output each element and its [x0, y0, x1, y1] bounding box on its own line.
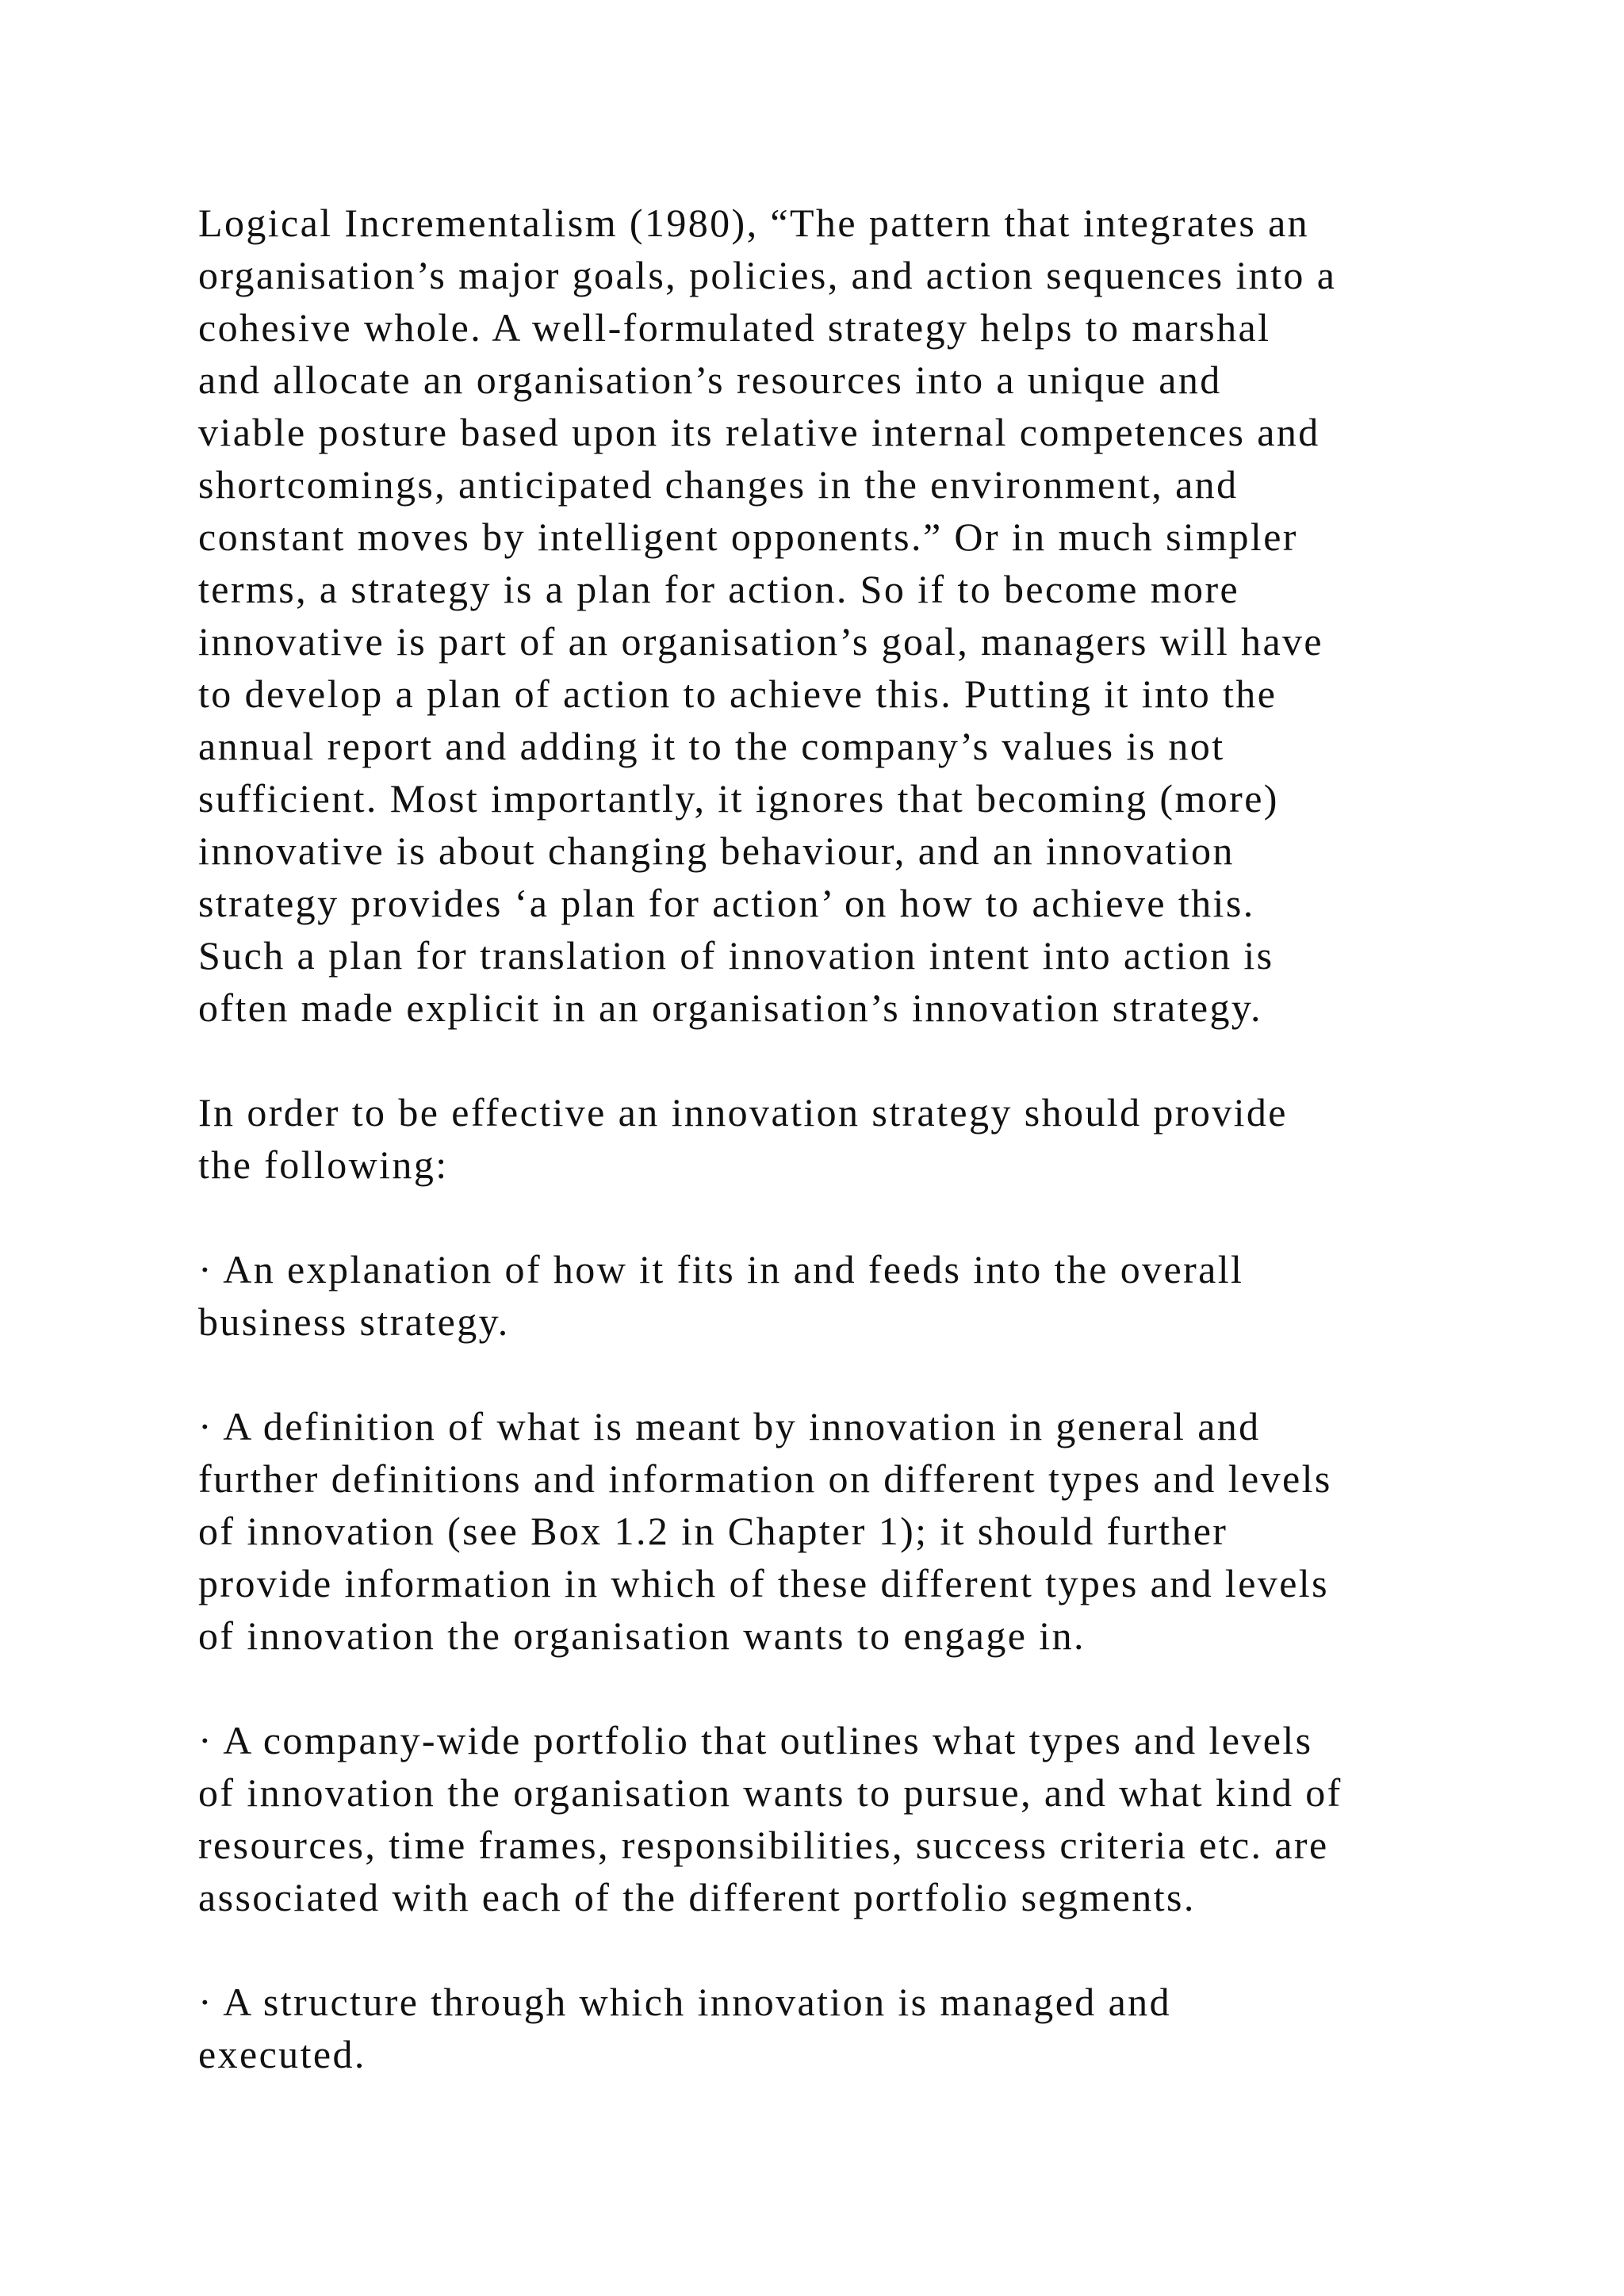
text-line: executed.	[198, 2032, 366, 2076]
list-item-definition	[198, 1400, 1530, 1662]
text-line: of innovation the organisation wants to pursue, and what kind of	[198, 1770, 1342, 1815]
text-line: annual report and adding it to the company’s values is not	[198, 724, 1225, 768]
list-item-portfolio	[198, 1714, 1530, 1923]
text-line: provide information in which of these different types and levels	[198, 1561, 1329, 1605]
text-line: In order to be effective an innovation strategy should provide	[198, 1090, 1288, 1135]
text-line: viable posture based upon its relative internal competences and	[198, 410, 1320, 454]
paragraph-intro-list	[198, 1086, 1530, 1191]
text-line: Such a plan for translation of innovation intent into action is	[198, 933, 1274, 978]
list-item-business-strategy	[198, 1243, 1530, 1348]
text-line: innovative is part of an organisation’s goal, managers will have	[198, 619, 1324, 664]
text-line: · A company-wide portfolio that outlines what types and levels	[198, 1718, 1313, 1762]
text-line: associated with each of the different portfolio segments.	[198, 1875, 1196, 1919]
text-line: constant moves by intelligent opponents.” Or in much simpler	[198, 515, 1298, 559]
text-line: and allocate an organisation’s resources into a unique and	[198, 358, 1222, 402]
text-line: innovative is about changing behaviour, and an innovation	[198, 828, 1235, 873]
text-line: business strategy.	[198, 1299, 510, 1344]
text-line: · A definition of what is meant by innovation in general and	[198, 1404, 1261, 1448]
text-line: of innovation the organisation wants to engage in.	[198, 1613, 1086, 1658]
text-line: further definitions and information on different types and levels	[198, 1456, 1332, 1501]
text-line: of innovation (see Box 1.2 in Chapter 1); it should further	[198, 1509, 1228, 1553]
text-line: shortcomings, anticipated changes in the environment, and	[198, 462, 1239, 507]
text-line: to develop a plan of action to achieve this. Putting it into the	[198, 672, 1277, 716]
text-line: the following:	[198, 1142, 449, 1187]
text-line: terms, a strategy is a plan for action. So if to become more	[198, 567, 1240, 611]
text-line: strategy provides ‘a plan for action’ on how to achieve this.	[198, 881, 1255, 925]
text-line: sufficient. Most importantly, it ignores that becoming (more)	[198, 776, 1279, 821]
text-line: organisation’s major goals, policies, and action sequences into a	[198, 253, 1337, 297]
text-line: · A structure through which innovation is managed and	[198, 1980, 1171, 2024]
text-line: · An explanation of how it fits in and feeds into the overall	[198, 1247, 1244, 1292]
paragraph-strategy-definition	[198, 197, 1530, 1034]
document-body	[198, 197, 1530, 2080]
text-line: cohesive whole. A well-formulated strategy helps to marshal	[198, 305, 1271, 350]
text-line: Logical Incrementalism (1980), “The pattern that integrates an	[198, 201, 1310, 245]
list-item-structure	[198, 1976, 1530, 2080]
text-line: often made explicit in an organisation’s innovation strategy.	[198, 985, 1262, 1030]
text-line: resources, time frames, responsibilities, success criteria etc. are	[198, 1823, 1329, 1867]
